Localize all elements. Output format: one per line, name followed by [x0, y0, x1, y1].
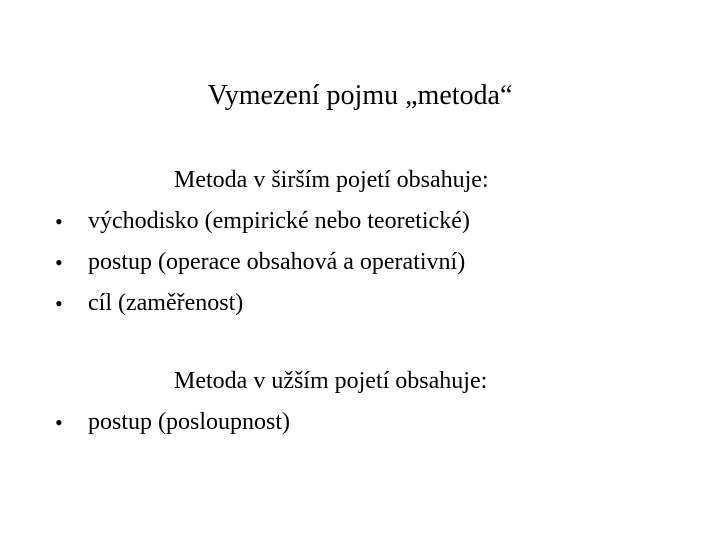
list-item — [0, 201, 720, 242]
list-item — [0, 283, 720, 324]
bullet-icon: • — [55, 250, 63, 275]
broad-definition-intro: Metoda v širším pojetí obsahuje: — [174, 167, 489, 193]
bullet-icon: • — [55, 209, 63, 234]
list-item-text: východisko (empirické nebo teoretické) — [88, 208, 470, 234]
broad-definition-section — [0, 160, 720, 324]
list-item-text: cíl (zaměřenost) — [88, 290, 244, 316]
list-item-text: postup (operace obsahová a operativní) — [88, 249, 466, 275]
bullet-icon: • — [55, 291, 63, 316]
slide-title: Vymezení pojmu „metoda“ — [207, 80, 513, 111]
broad-definition-list — [0, 201, 720, 324]
list-item — [0, 242, 720, 283]
narrow-definition-intro: Metoda v užším pojetí obsahuje: — [174, 368, 488, 394]
list-item — [0, 402, 720, 443]
bullet-icon: • — [55, 410, 63, 435]
list-item-text: postup (posloupnost) — [88, 409, 291, 435]
narrow-definition-section — [0, 361, 720, 443]
narrow-definition-list — [0, 402, 720, 443]
